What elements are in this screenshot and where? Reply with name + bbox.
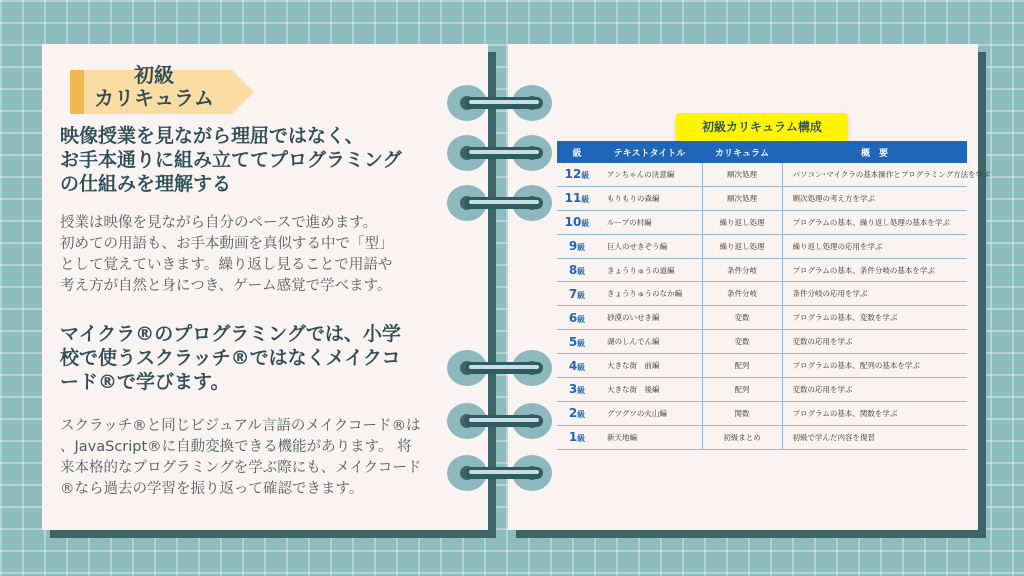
heading-line: ード®で学びます。 — [60, 371, 230, 393]
level-suffix: 級 — [577, 314, 586, 324]
body-line: 授業は映像を見ながら自分のペースで進めます。 — [60, 215, 378, 231]
level-cell — [557, 306, 597, 330]
table-row — [557, 258, 967, 282]
level-suffix: 級 — [581, 195, 590, 205]
title-cell: グツグツの火山編 — [597, 401, 702, 425]
binder-coil — [465, 147, 543, 159]
level-number: 8 — [568, 263, 578, 277]
table-row — [557, 282, 967, 306]
level-suffix: 級 — [577, 362, 586, 372]
level-suffix: 級 — [577, 338, 586, 348]
level-cell — [557, 258, 597, 282]
title-cell: ループの村編 — [597, 210, 702, 234]
title-cell: 新天地編 — [597, 425, 702, 449]
binder-coil — [465, 415, 543, 427]
body-line: 、JavaScript®に自動変換できる機能があります。 将 — [60, 439, 412, 455]
table-row — [557, 425, 967, 449]
table-title: 初級カリキュラム構成 — [676, 113, 848, 141]
curriculum-cell: 関数 — [702, 401, 782, 425]
level-suffix: 級 — [581, 171, 590, 181]
body-line: 考え方が自然と身につき、ゲーム感覚で学べます。 — [60, 278, 392, 294]
level-cell — [557, 163, 597, 186]
table-body — [557, 163, 991, 449]
table-row — [557, 163, 967, 186]
level-cell — [557, 234, 597, 258]
section2-body — [60, 416, 440, 500]
level-number: 3 — [568, 382, 578, 397]
curriculum-table — [557, 141, 991, 450]
body-line: スクラッチ®と同じビジュアル言語のメイクコード®は — [60, 418, 421, 434]
badge-arrow-tip — [232, 70, 254, 114]
body-line: として覚えていきます。繰り返し見ることで用語や — [60, 257, 393, 273]
level-badge — [70, 63, 252, 114]
curriculum-cell: 配列 — [702, 378, 782, 402]
level-number: 10 — [564, 215, 582, 230]
summary-cell: 変数の応用を学ぶ — [782, 378, 967, 402]
title-cell: 砂漠のいせき編 — [597, 306, 702, 330]
badge-text — [76, 64, 232, 110]
body-line: 来本格的なプログラミングを学ぶ際にも、メイクコード — [60, 460, 422, 476]
summary-cell: プログラムの基本、繰り返し処理の基本を学ぶ — [782, 210, 967, 234]
summary-cell: 初級で学んだ内容を復習 — [782, 425, 967, 449]
level-suffix: 級 — [577, 243, 586, 253]
header-curriculum: カリキュラム — [702, 141, 782, 163]
curriculum-cell: 順次処理 — [702, 186, 782, 210]
level-number: 4 — [568, 358, 578, 373]
level-suffix: 級 — [581, 219, 590, 229]
title-cell: 大きな街 前編 — [597, 354, 702, 378]
level-number: 6 — [568, 310, 578, 325]
section1-body — [60, 213, 440, 297]
title-cell: 湖のしんでん編 — [597, 330, 702, 354]
curriculum-cell: 初級まとめ — [702, 425, 782, 449]
binder-coil — [465, 97, 543, 109]
summary-cell: プログラムの基本、条件分岐の基本を学ぶ — [782, 258, 967, 282]
level-cell — [557, 425, 597, 449]
level-number: 2 — [568, 406, 578, 421]
title-cell: もりもりの森編 — [597, 186, 702, 210]
level-cell — [557, 401, 597, 425]
heading-line: お手本通りに組み立ててプログラミング — [60, 149, 402, 171]
header-title: テキストタイトル — [597, 141, 702, 163]
table-row — [557, 234, 967, 258]
body-line: ®なら過去の学習を振り返って確認できます。 — [60, 481, 364, 497]
header-summary: 概 要 — [782, 141, 967, 163]
table-row — [557, 354, 967, 378]
level-number: 7 — [568, 286, 578, 301]
summary-cell: 変数の応用を学ぶ — [782, 330, 967, 354]
table-row — [557, 330, 967, 354]
binder-coil — [465, 197, 543, 209]
curriculum-cell: 変数 — [702, 306, 782, 330]
level-cell — [557, 210, 597, 234]
curriculum-cell: 繰り返し処理 — [702, 234, 782, 258]
body-line: 初めての用語も、お手本動画を真似する中で「型」 — [60, 236, 394, 252]
curriculum-cell: 条件分岐 — [702, 258, 782, 282]
curriculum-cell: 変数 — [702, 330, 782, 354]
summary-cell: 順次処理の考え方を学ぶ — [782, 186, 967, 210]
level-number: 5 — [568, 334, 578, 349]
table-row — [557, 378, 967, 402]
title-cell: きょうりゅうの道編 — [597, 258, 702, 282]
title-cell: 大きな街 後編 — [597, 378, 702, 402]
level-cell — [557, 330, 597, 354]
summary-cell: 繰り返し処理の応用を学ぶ — [782, 234, 967, 258]
level-number: 1 — [568, 430, 578, 445]
level-number: 9 — [568, 239, 578, 254]
level-suffix: 級 — [577, 386, 586, 396]
section1-heading — [60, 124, 440, 196]
curriculum-cell: 繰り返し処理 — [702, 210, 782, 234]
table-row — [557, 186, 967, 210]
table-header-row — [557, 141, 967, 163]
curriculum-cell: 条件分岐 — [702, 282, 782, 306]
heading-line: マイクラ®のプログラミングでは、小学 — [60, 323, 401, 345]
level-cell — [557, 378, 597, 402]
heading-line: 校で使うスクラッチ®ではなくメイクコ — [60, 347, 401, 369]
summary-cell: 条件分岐の応用を学ぶ — [782, 282, 967, 306]
table-row — [557, 401, 967, 425]
level-suffix: 級 — [577, 267, 586, 276]
level-suffix: 級 — [577, 434, 586, 444]
curriculum-cell: 配列 — [702, 354, 782, 378]
summary-cell: プログラムの基本、関数を学ぶ — [782, 401, 967, 425]
header-level: 級 — [557, 141, 597, 163]
badge-line2: カリキュラム — [94, 86, 214, 110]
level-cell — [557, 354, 597, 378]
level-suffix: 級 — [577, 410, 586, 420]
binder-coil — [465, 467, 543, 479]
badge-line1: 初級 — [134, 63, 174, 87]
section2-heading — [60, 322, 440, 394]
title-cell: アンちゃんの決意編 — [597, 163, 702, 186]
level-number: 11 — [564, 191, 582, 206]
level-cell — [557, 186, 597, 210]
binder-coil — [465, 362, 543, 374]
title-cell: きょうりゅうのなか編 — [597, 282, 702, 306]
summary-cell: プログラムの基本、配列の基本を学ぶ — [782, 354, 967, 378]
level-number: 12 — [564, 167, 582, 182]
table-row — [557, 210, 967, 234]
level-suffix: 級 — [577, 290, 586, 300]
level-cell — [557, 282, 597, 306]
table-row — [557, 306, 967, 330]
title-cell: 巨人のせきぞう編 — [597, 234, 702, 258]
heading-line: 映像授業を見ながら理屈ではなく、 — [60, 125, 364, 147]
summary-cell: プログラムの基本、変数を学ぶ — [782, 306, 967, 330]
heading-line: の仕組みを理解する — [60, 173, 232, 195]
curriculum-cell: 順次処理 — [702, 163, 782, 186]
summary-cell: パソコン･マイクラの基本操作とプログラミング方法を学ぶ — [782, 163, 967, 186]
